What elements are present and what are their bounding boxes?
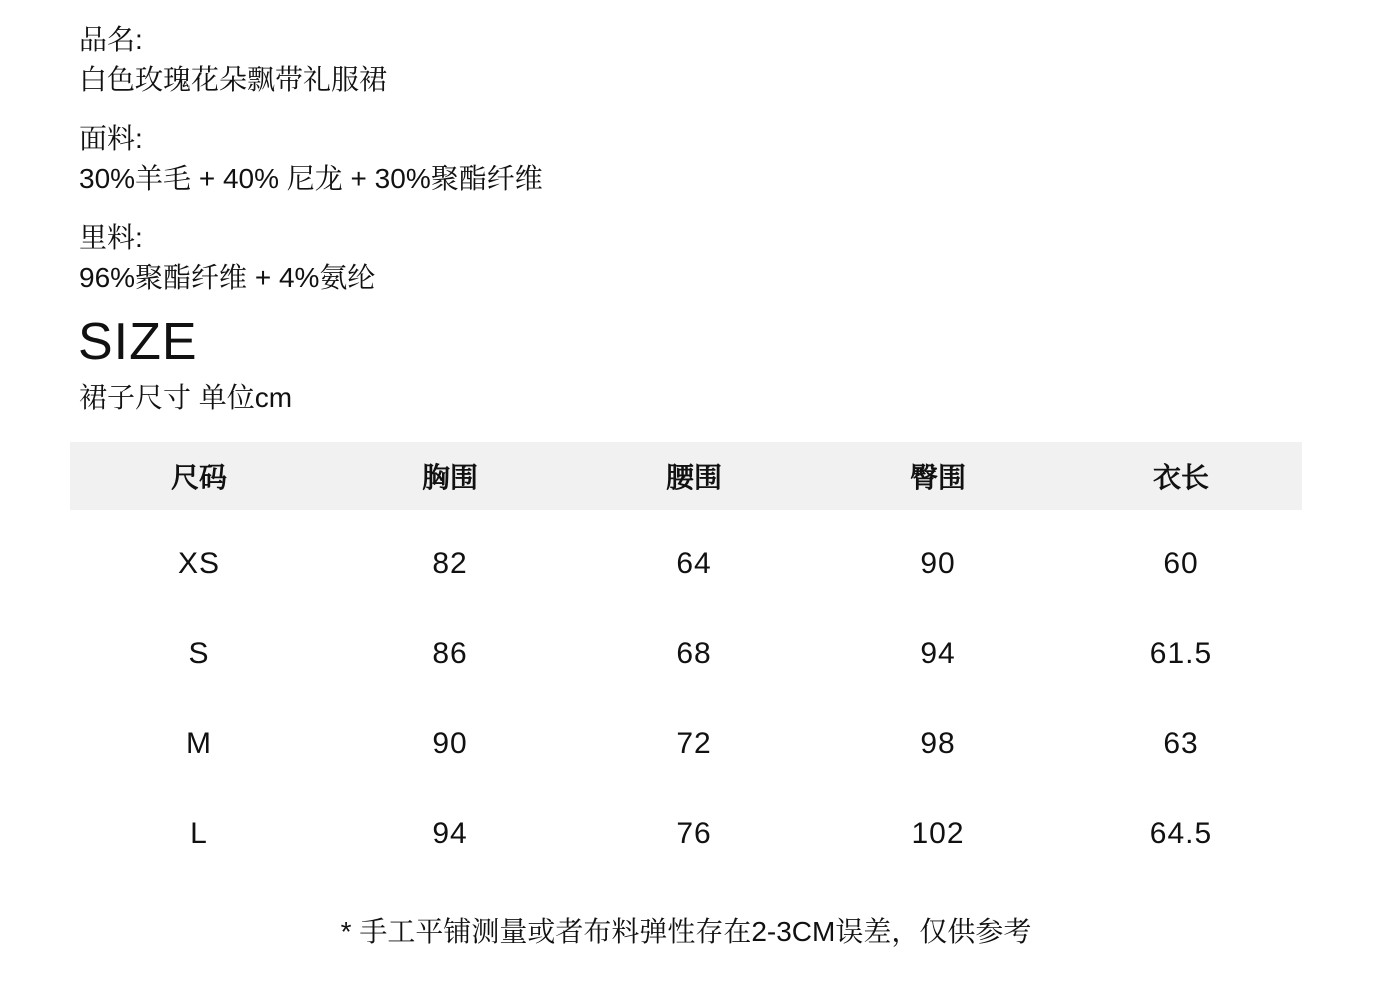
product-name-block: [79, 20, 1279, 100]
size-title: SIZE: [78, 313, 198, 371]
cell-bust: 90: [432, 727, 468, 760]
cell-hip: 102: [911, 817, 965, 850]
cell-length: 64.5: [1149, 817, 1213, 850]
cell-waist: 76: [676, 817, 712, 850]
size-table: [70, 442, 1302, 906]
size-table-body: [70, 510, 1302, 906]
header-bust: 胸围: [421, 462, 478, 493]
fabric-label: 面料:: [79, 123, 143, 154]
cell-length: 63: [1163, 727, 1199, 760]
product-name-label: 品名:: [79, 24, 143, 55]
table-row: [70, 816, 1302, 906]
table-row: [70, 636, 1302, 726]
fabric-value: 30%羊毛 + 40% 尼龙 + 30%聚酯纤维: [79, 163, 543, 194]
cell-bust: 82: [432, 547, 468, 580]
cell-length: 60: [1163, 547, 1199, 580]
header-size: 尺码: [170, 462, 227, 493]
size-subtitle: 裙子尺寸 单位cm: [79, 382, 293, 413]
cell-waist: 72: [676, 727, 712, 760]
table-row: [70, 546, 1302, 636]
cell-hip: 94: [920, 637, 956, 670]
product-info: [79, 20, 1279, 298]
fabric-block: [79, 119, 1279, 199]
product-name-value: 白色玫瑰花朵飘带礼服裙: [79, 64, 388, 95]
cell-bust: 94: [432, 817, 468, 850]
measurement-note: * 手工平铺测量或者布料弹性存在2-3CM误差，仅供参考: [340, 916, 1032, 947]
cell-hip: 90: [920, 547, 956, 580]
cell-hip: 98: [920, 727, 956, 760]
cell-length: 61.5: [1149, 637, 1213, 670]
cell-size: M: [186, 727, 212, 760]
cell-bust: 86: [432, 637, 468, 670]
cell-waist: 68: [676, 637, 712, 670]
cell-size: L: [190, 817, 208, 850]
cell-size: S: [188, 637, 210, 670]
table-row: [70, 726, 1302, 816]
size-table-header: [70, 442, 1302, 510]
header-length: 衣长: [1152, 462, 1209, 493]
cell-waist: 64: [676, 547, 712, 580]
cell-size: XS: [177, 547, 221, 580]
lining-block: [79, 218, 1279, 298]
header-waist: 腰围: [665, 462, 722, 493]
lining-value: 96%聚酯纤维 + 4%氨纶: [79, 262, 376, 293]
header-hip: 臀围: [909, 462, 966, 493]
lining-label: 里料:: [79, 222, 143, 253]
